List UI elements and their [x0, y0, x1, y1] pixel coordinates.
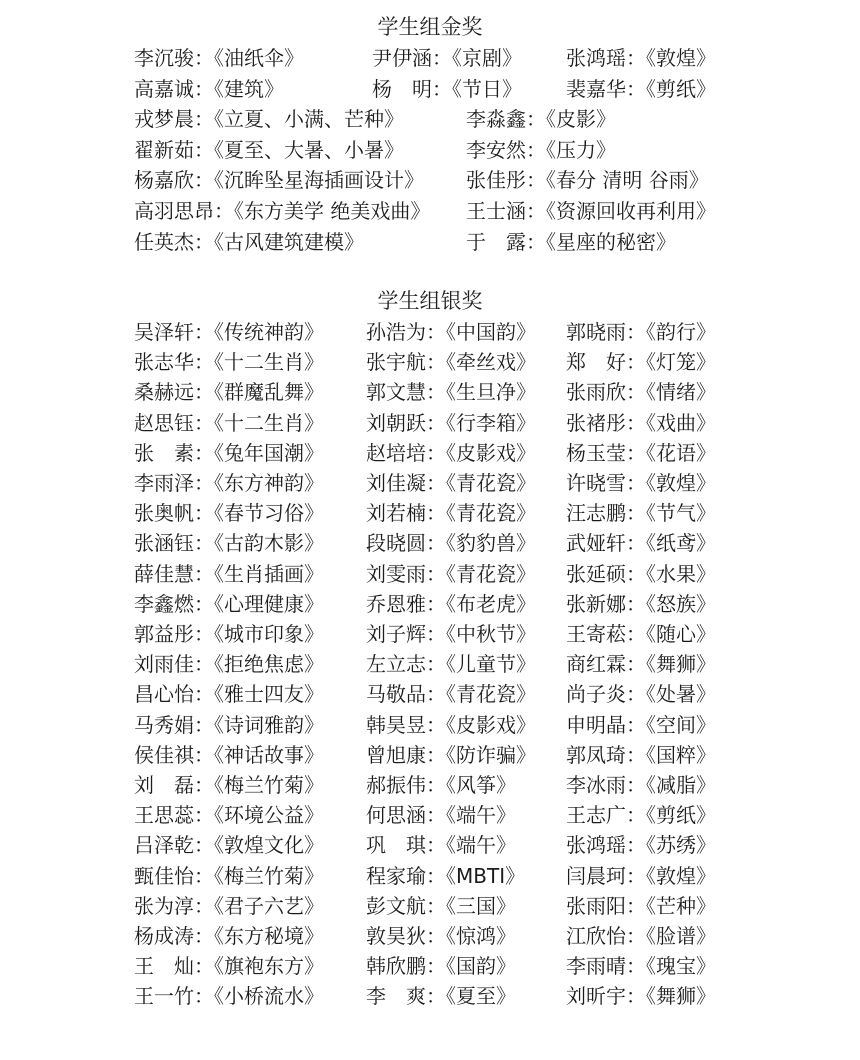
award-entry: 郭凤琦：《国粹》 [566, 742, 716, 767]
award-entry: 乔恩雅：《布老虎》 [366, 591, 536, 616]
award-entry: 商红霖：《舞狮》 [566, 652, 716, 677]
award-row [0, 590, 860, 618]
award-row [0, 499, 860, 527]
award-row [0, 560, 860, 588]
award-row [0, 469, 860, 497]
award-entry: 程家瑜：《MBTI》 [366, 863, 526, 888]
award-entry: 李 爽：《夏至》 [366, 984, 516, 1009]
award-entry: 吕泽乾：《敦煌文化》 [134, 833, 324, 858]
award-row [0, 650, 860, 678]
award-entry: 曾旭康：《防诈骗》 [366, 742, 536, 767]
award-entry: 赵培培：《皮影戏》 [366, 440, 536, 465]
award-row [0, 378, 860, 406]
award-entry: 薛佳慧：《生肖插画》 [134, 561, 324, 586]
award-entry: 张鸿瑶：《敦煌》 [566, 46, 716, 70]
award-entry: 闫晨珂：《敦煌》 [566, 863, 716, 888]
award-entry: 王一竹：《小桥流水》 [134, 984, 324, 1009]
award-row [0, 409, 860, 437]
award-entry: 昌心怡：《雅士四友》 [134, 682, 324, 707]
award-entry: 马敬品：《青花瓷》 [366, 682, 536, 707]
award-entry: 裴嘉华：《剪纸》 [566, 76, 716, 101]
award-entry: 刘雯雨：《青花瓷》 [366, 561, 536, 586]
award-entry: 刘朝跃：《行李箱》 [366, 410, 536, 435]
award-entry: 张佳彤：《春分 清明 谷雨》 [466, 168, 709, 193]
award-entry: 李沉骏：《油纸伞》 [134, 46, 304, 70]
award-entry: 马秀娟：《诗词雅韵》 [134, 712, 324, 737]
award-entry: 申明晶：《空间》 [566, 712, 716, 737]
award-row [0, 439, 860, 467]
award-entry: 郑 好：《灯笼》 [566, 350, 716, 375]
award-entry: 张 素：《兔年国潮》 [134, 440, 324, 465]
award-entry: 张为淳：《君子六艺》 [134, 893, 324, 918]
award-row [0, 318, 860, 346]
award-row [0, 741, 860, 769]
gold-award-title: 学生组金奖 [377, 15, 483, 39]
award-entry: 张鸿瑶：《苏绣》 [566, 833, 716, 858]
silver-award-title: 学生组银奖 [377, 289, 483, 313]
award-entry: 高羽思昂：《东方美学 绝美戏曲》 [134, 199, 431, 223]
award-row [0, 620, 860, 648]
award-entry: 何思涵：《端午》 [366, 803, 516, 828]
award-entry: 桑赫远：《群魔乱舞》 [134, 380, 324, 405]
award-entry: 吴泽轩：《传统神韵》 [134, 320, 324, 344]
award-entry: 张褚彤：《戏曲》 [566, 410, 716, 435]
award-entry: 侯佳祺：《神话故事》 [134, 742, 324, 767]
award-entry: 张新娜：《怒族》 [566, 591, 716, 616]
award-entry: 张延硕：《水果》 [566, 561, 716, 586]
award-row [0, 831, 860, 859]
award-entry: 武娅轩：《纸鸢》 [566, 531, 716, 556]
award-entry: 高嘉诚：《建筑》 [134, 76, 284, 101]
award-entry: 韩昊昱：《皮影戏》 [366, 712, 536, 737]
award-entry: 刘昕宇：《舞狮》 [566, 984, 716, 1009]
award-entry: 王思蕊：《环境公益》 [134, 803, 324, 828]
award-row [0, 892, 860, 920]
award-entry: 段晓圆：《豹豹兽》 [366, 531, 536, 556]
award-entry: 甄佳怡：《梅兰竹菊》 [134, 863, 324, 888]
award-row [0, 862, 860, 890]
award-entry: 任英杰：《古风建筑建模》 [134, 229, 364, 254]
award-entry: 王志广：《剪纸》 [566, 803, 716, 828]
award-row [0, 228, 860, 256]
award-entry: 郭文慧：《生旦净》 [366, 380, 536, 405]
award-entry: 杨玉莹：《花语》 [566, 440, 716, 465]
award-entry: 刘子辉：《中秋节》 [366, 622, 536, 646]
award-entry: 敦昊狄：《惊鸿》 [366, 924, 516, 948]
award-row [0, 982, 860, 1010]
award-entry: 刘佳凝：《青花瓷》 [366, 471, 536, 495]
award-entry: 杨 明：《节日》 [372, 76, 522, 101]
award-row [0, 801, 860, 829]
award-entry: 刘 磊：《梅兰竹菊》 [134, 773, 324, 797]
award-entry: 孙浩为：《中国韵》 [366, 320, 536, 344]
award-row [0, 711, 860, 739]
award-row [0, 105, 860, 133]
award-entry: 刘若楠：《青花瓷》 [366, 501, 536, 526]
award-row [0, 680, 860, 708]
award-row [0, 771, 860, 799]
award-entry: 张宇航：《牵丝戏》 [366, 350, 536, 375]
award-entry: 王 灿：《旗袍东方》 [134, 954, 324, 979]
award-entry: 韩欣鹏：《国韵》 [366, 954, 516, 979]
award-entry: 巩 琪：《端午》 [366, 833, 516, 858]
award-entry: 江欣怡：《脸谱》 [566, 924, 716, 948]
award-entry: 李淼鑫：《皮影》 [466, 107, 616, 132]
award-row [0, 952, 860, 980]
award-entry: 杨嘉欣：《沉眸坠星海插画设计》 [134, 168, 424, 193]
award-entry: 李雨泽：《东方神韵》 [134, 471, 324, 495]
award-entry: 尹伊涵：《京剧》 [372, 46, 522, 70]
award-row [0, 44, 860, 72]
award-entry: 许晓雪：《敦煌》 [566, 471, 716, 495]
award-entry: 王士涵：《资源回收再利用》 [466, 199, 716, 223]
award-row [0, 348, 860, 376]
award-entry: 张志华：《十二生肖》 [134, 350, 324, 375]
award-entry: 王寄菘：《随心》 [566, 622, 716, 646]
award-entry: 李安然：《压力》 [466, 137, 616, 162]
award-entry: 李冰雨：《减脂》 [566, 773, 716, 797]
award-entry: 于 露：《星座的秘密》 [466, 229, 676, 254]
award-entry: 杨成涛：《东方秘境》 [134, 924, 324, 948]
award-entry: 张雨欣：《情绪》 [566, 380, 716, 405]
award-entry: 彭文航：《三国》 [366, 893, 516, 918]
award-entry: 刘雨佳：《拒绝焦虑》 [134, 652, 324, 677]
award-entry: 左立志：《儿童节》 [366, 652, 536, 677]
award-entry: 翟新茹：《夏至、大暑、小暑》 [134, 137, 404, 162]
award-entry: 戎梦晨：《立夏、小满、芒种》 [134, 107, 404, 132]
award-row [0, 166, 860, 194]
award-entry: 张涵钰：《古韵木影》 [134, 531, 324, 556]
award-entry: 张雨阳：《芒种》 [566, 893, 716, 918]
award-row [0, 529, 860, 557]
award-entry: 张奥帆：《春节习俗》 [134, 501, 324, 526]
award-entry: 李雨晴：《瑰宝》 [566, 954, 716, 979]
award-entry: 李鑫燃：《心理健康》 [134, 591, 324, 616]
award-row [0, 136, 860, 164]
award-entry: 郝振伟：《风筝》 [366, 773, 516, 797]
award-row [0, 197, 860, 225]
award-entry: 郭益彤：《城市印象》 [134, 622, 324, 646]
award-row [0, 922, 860, 950]
award-entry: 汪志鹏：《节气》 [566, 501, 716, 526]
award-entry: 赵思钰：《十二生肖》 [134, 410, 324, 435]
award-entry: 郭晓雨：《韵行》 [566, 320, 716, 344]
award-row [0, 75, 860, 103]
award-entry: 尚子炎：《处暑》 [566, 682, 716, 707]
